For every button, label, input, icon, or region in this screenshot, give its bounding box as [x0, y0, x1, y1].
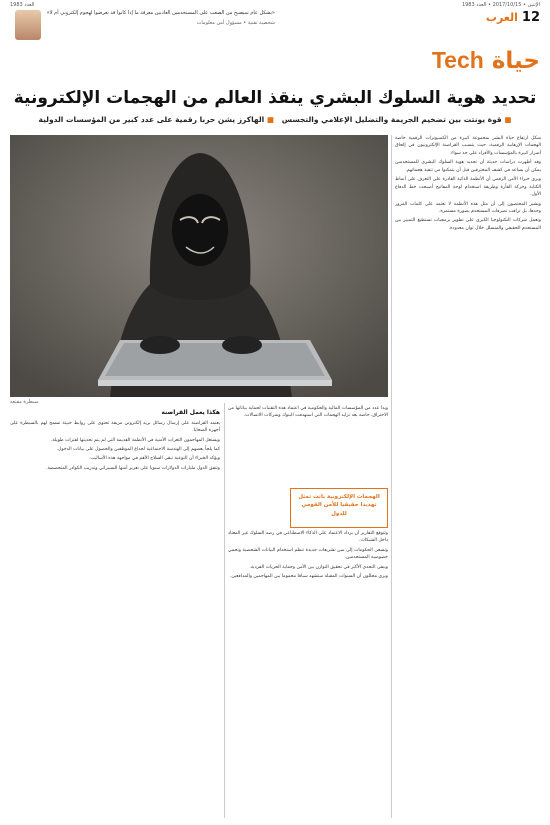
issue-line: العدد 1983: [10, 2, 35, 8]
paragraph: ويستغل المهاجمون الثغرات الأمنية في الأنظمة القديمة التي لم يتم تحديثها لفترات طويلة.: [50, 437, 220, 443]
paragraph: وقد أظهرت دراسات حديثة أن تحديد هوية السلوك البشري للمستخدمين يمكن أن يساعد في كشف المخترقين قبل أن يتمكنوا من تنفيذ هجماتهم.: [395, 160, 541, 173]
avatar: [15, 10, 41, 40]
section-title-arabic: حياة: [491, 48, 540, 74]
top-bar: [0, 0, 550, 10]
column-divider: [391, 135, 392, 818]
sidebar-box: [10, 405, 220, 818]
hacker-photo: [10, 135, 388, 397]
subhead-2: الهاكرز يشن حربا رقمية على عدد كبير من المؤسسات الدولية: [38, 115, 265, 124]
paragraph: وتنفق الدول مليارات الدولارات سنويا على تعزيز أمنها السيبراني وتدريب الكوادر المتخصصة.: [45, 465, 220, 471]
paragraph: ويبقى التحدي الأكبر في تحقيق التوازن بين الأمن وحماية الحريات الفردية.: [249, 564, 388, 570]
subheads: ■ قوة يونتت بين تضخيم الجريمة والتضليل الإعلامي والتجسس ■ الهاكرز يشن حربا رقمية على عدد كبير من المؤسسات الدولية: [38, 115, 512, 124]
paragraph: وتعمل شركات التكنولوجيا الكبرى على تطوير برمجيات تستطيع التمييز بين المستخدم الحقيقي والمتسلل خلال ثوان معدودة.: [395, 218, 541, 231]
paragraph: ويشير المختصون إلى أن مثل هذه الأنظمة لا تعتمد على كلمات المرور وحدها، بل تراقب تصرفات المستخدم بصورة مستمرة.: [395, 201, 541, 214]
paragraph: ويؤكد الخبراء أن التوعية تبقى السلاح الأهم في مواجهة هذه الأساليب.: [88, 456, 220, 462]
photo-credit: سيطرة مقنعة: [10, 399, 39, 405]
paragraph: شكل ارتفاع حياة البشر بمجموعة كبيرة من الكمبيوترات الرقمية خاصة الهجمات الإرهابية الرقمية، حيث يتسبب القراصنة الإلكترونيون في إلحاق أضرار كبيرة بالمؤسسات والأفراد على حد سواء.: [395, 136, 541, 156]
section-title: [432, 47, 540, 74]
middle-top-text: [228, 405, 388, 485]
paragraph: كما يلجأ بعضهم إلى الهندسة الاجتماعية لخداع الموظفين والحصول على بيانات الدخول.: [56, 447, 220, 453]
right-column: [395, 135, 541, 818]
paragraph: وتتوقع التقارير أن يزداد الاعتماد على الذكاء الاصطناعي في رصد السلوك غير المعتاد داخل الشبكات.: [228, 531, 388, 544]
paragraph: ويرى محللون أن السنوات المقبلة ستشهد سباقا محموما بين المهاجمين والمدافعين.: [229, 574, 388, 580]
hooded-hacker-illustration: [10, 135, 388, 397]
paper-name: العرب: [485, 11, 518, 24]
middle-column: [228, 530, 388, 818]
paragraph: وبدأ عدد من المؤسسات المالية والحكومية في اعتماد هذه التقنيات لحماية بياناتها من الاختراق، خاصة بعد تزايد الهجمات التي استهدفت البنوك وشركات الاتصالات.: [228, 406, 388, 419]
paragraph: يعتمد القراصنة على إرسال رسائل بريد إلكتروني مزيفة تحتوي على روابط خبيثة تسمح لهم بالسيطرة على أجهزة الضحايا.: [10, 420, 220, 434]
headline: تحديد هوية السلوك البشري ينقذ العالم من الهجمات الإلكترونية: [13, 88, 537, 108]
pull-quote: الهجمات الإلكترونية باتت تمثل تهديدا حقيقيا للأمن القومي للدول: [290, 488, 388, 528]
paragraph: وتسعى الحكومات إلى سن تشريعات جديدة تنظم استخدام البيانات الشخصية وتحمي خصوصية المستخدمين.: [228, 547, 388, 561]
paragraph: ويرى خبراء الأمن الرقمي أن الأنظمة الذكية القادرة على التعرف على أنماط الكتابة وحركة الفأرة وطريقة استخدام لوحة المفاتيح أصبحت خط الدفاع الأول.: [395, 177, 541, 198]
box-title: هكذا يعمل القراصنة: [161, 409, 220, 416]
quote-author: شخصية تقنية • مسؤول أمن معلومات: [196, 19, 275, 26]
column-divider: [224, 403, 225, 818]
date-line: الإثنين • 2017/10/15 • العدد 1983: [461, 2, 540, 8]
page-header: [10, 10, 540, 74]
brand: [432, 10, 540, 74]
page-number: 12: [521, 10, 540, 25]
section-title-latin: Tech: [431, 47, 484, 73]
subhead-1: قوة يونتت بين تضخيم الجريمة والتضليل الإعلامي والتجسس: [281, 115, 502, 124]
quote-text: «بشكل عام سيصبح من الصعب على المستخدمين العاديين معرفة ما إذا كانوا قد تعرضوا لهجوم إلكتروني أم لا»: [46, 10, 275, 16]
header-quote: [10, 10, 275, 74]
